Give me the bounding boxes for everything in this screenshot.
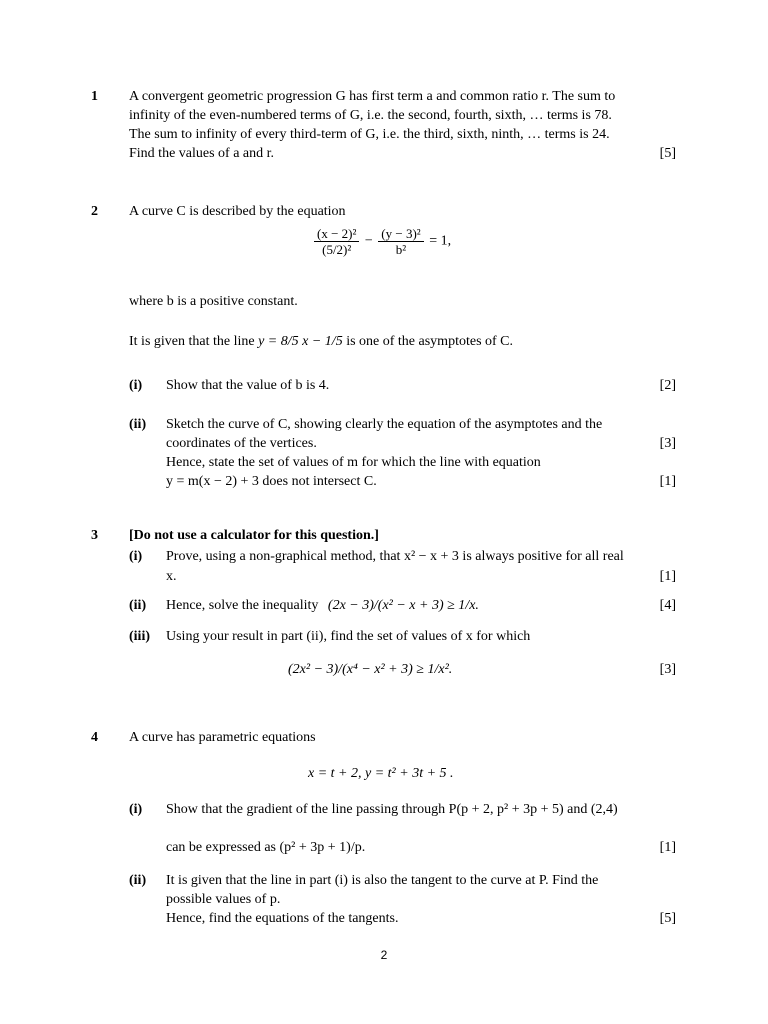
q3-part-ii-row bbox=[166, 598, 479, 614]
q2-eq-num2: (y − 3)² bbox=[378, 226, 423, 242]
q2-asymptote-line bbox=[129, 334, 513, 350]
q2-part-ii-mark2: [1] bbox=[659, 474, 676, 489]
q1-line1 bbox=[129, 89, 675, 105]
q3-part-ii-mark: [4] bbox=[659, 598, 676, 613]
question-number-4: 4 bbox=[91, 730, 98, 745]
q1-line3: The sum to infinity of every third-term of G, i.e. the third, sixth, ninth, … terms is 24. bbox=[129, 127, 610, 142]
q3-part-i-mark: [1] bbox=[659, 569, 676, 584]
q2-asym-pre: It is given that the line bbox=[129, 334, 255, 349]
q2-part-ii-line2: coordinates of the vertices. bbox=[166, 436, 317, 451]
q3-part-i-line1: Prove, using a non-graphical method, that x² − x + 3 is always positive for all real bbox=[166, 549, 624, 564]
q1-line2: infinity of the even-numbered terms of G, i.e. the second, fourth, sixth, … terms is 78. bbox=[129, 108, 612, 123]
q3-part-i-line2: x. bbox=[166, 569, 177, 584]
q2-eq-den2: b² bbox=[395, 242, 407, 257]
q3-header: [Do not use a calculator for this question.] bbox=[129, 528, 379, 543]
q2-hyperbola-equation: $\frac{\text{(x − 2)²}}{\text{(5/2)²}}$ − $\frac{\text{(y − 3)²}}{\text{b²}}$ = 1, bbox=[312, 226, 451, 257]
q2-asym-eq: y = 8/5 x − 1/5 bbox=[258, 334, 343, 349]
q3-part-ii-text: Hence, solve the inequality bbox=[166, 598, 319, 613]
q4-part-ii-mark: [5] bbox=[659, 911, 676, 926]
q2-intro: A curve C is described by the equation bbox=[129, 204, 346, 219]
q4-part-ii-label: (ii) bbox=[129, 873, 147, 888]
q4-part-ii-line2: possible values of p. bbox=[166, 892, 281, 907]
q4-part-ii-line1: It is given that the line in part (i) is also the tangent to the curve at P. Find the bbox=[166, 873, 599, 888]
q2-part-i-text: Show that the value of b is 4. bbox=[166, 378, 330, 393]
q2-asym-post: is one of the asymptotes of C. bbox=[346, 334, 514, 349]
q4-part-i-line1: Show that the gradient of the line passing through P(p + 2, p² + 3p + 5) and (2,4) bbox=[166, 802, 618, 817]
q2-part-i-mark: [2] bbox=[659, 378, 676, 393]
page-number: 2 bbox=[380, 948, 388, 962]
q2-eq-den1: (5/2)² bbox=[322, 242, 352, 257]
q3-part-iii-inequality: (2x² − 3)/(x⁴ − x² + 3) ≥ 1/x². bbox=[288, 662, 453, 677]
q4-part-i-label: (i) bbox=[129, 802, 143, 817]
q1-mark: [5] bbox=[659, 146, 676, 161]
q3-part-ii-label: (ii) bbox=[129, 598, 147, 613]
q1-text1: A convergent geometric progression G has first term a and common ratio r. The sum to bbox=[129, 89, 616, 104]
q2-part-ii-mark1: [3] bbox=[659, 436, 676, 451]
q2-fraction-y bbox=[378, 226, 423, 257]
q2-fraction-x bbox=[314, 226, 359, 257]
q4-intro: A curve has parametric equations bbox=[129, 730, 316, 745]
question-number-3: 3 bbox=[91, 528, 98, 543]
q4-part-ii-line3: Hence, find the equations of the tangents. bbox=[166, 911, 399, 926]
q2-eq-rhs: = 1, bbox=[429, 233, 452, 249]
q3-part-ii-inequality: (2x − 3)/(x² − x + 3) ≥ 1/x. bbox=[327, 598, 479, 613]
q4-parametric-equations: x = t + 2, y = t² + 3t + 5 . bbox=[308, 766, 454, 781]
q4-part-i-line2: can be expressed as (p² + 3p + 1)/p. bbox=[166, 840, 366, 855]
q4-part-i-mark: [1] bbox=[659, 840, 676, 855]
q1-line4: Find the values of a and r. bbox=[129, 146, 275, 161]
q3-part-iii-mark: [3] bbox=[659, 662, 676, 677]
q3-part-iii-label: (iii) bbox=[129, 629, 150, 644]
question-number-2: 2 bbox=[91, 204, 98, 219]
q2-part-i-label: (i) bbox=[129, 378, 143, 393]
q2-part-ii-line4: y = m(x − 2) + 3 does not intersect C. bbox=[166, 474, 377, 489]
q2-eq-num1: (x − 2)² bbox=[314, 226, 359, 242]
q2-where: where b is a positive constant. bbox=[129, 294, 298, 309]
q3-part-i-label: (i) bbox=[129, 549, 143, 564]
q2-part-ii-label: (ii) bbox=[129, 417, 147, 432]
q3-part-iii-text: Using your result in part (ii), find the set of values of x for which bbox=[166, 629, 531, 644]
q2-part-ii-line1: Sketch the curve of C, showing clearly the equation of the asymptotes and the bbox=[166, 417, 603, 432]
question-number-1: 1 bbox=[91, 89, 98, 104]
q2-part-ii-line3: Hence, state the set of values of m for which the line with equation bbox=[166, 455, 541, 470]
